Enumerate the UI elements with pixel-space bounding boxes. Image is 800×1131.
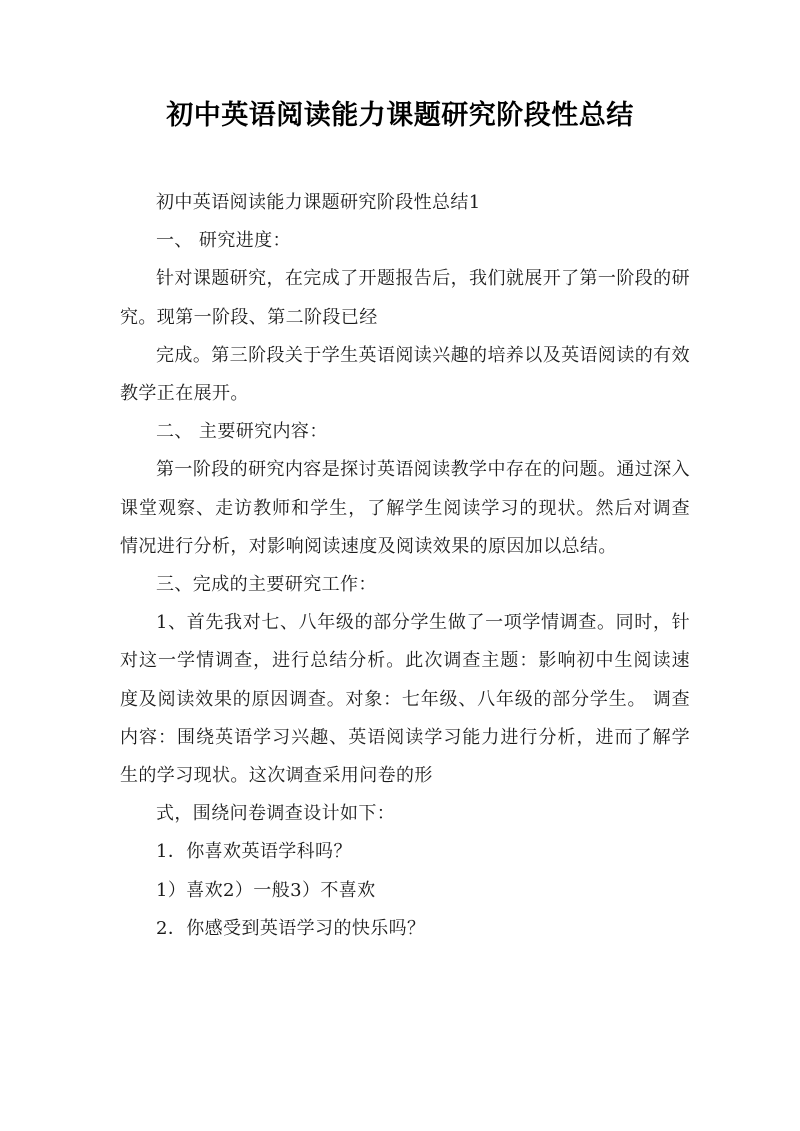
survey-question-1: 1．你喜欢英语学科吗？ xyxy=(156,841,352,863)
paragraph-work-survey-continued: 式，围绕问卷调查设计如下： xyxy=(156,803,396,825)
section-heading-content: 二、 主要研究内容： xyxy=(156,421,328,443)
paragraph-progress-continued: 完成。第三阶段关于学生英语阅读兴趣的培养以及英语阅读的有效教学正在展开。 xyxy=(120,344,690,405)
paragraph-content: 第一阶段的研究内容是探讨英语阅读教学中存在的问题。通过深入课堂观察、走访教师和学生，了解学生阅读学习的现状。然后对调查情况进行分析，对影响阅读速度及阅读效果的原因加以总结。 xyxy=(120,459,690,557)
document-title: 初中英语阅读能力课题研究阶段性总结 xyxy=(166,100,634,131)
paragraph-progress: 针对课题研究，在完成了开题报告后，我们就展开了第一阶段的研究。现第一阶段、第二阶段已经 xyxy=(120,268,690,328)
section-heading-work: 三、完成的主要研究工作： xyxy=(156,574,377,596)
survey-options-1: 1）喜欢2）一般3）不喜欢 xyxy=(156,879,376,901)
paragraph-work-survey: 1、首先我对七、八年级的部分学生做了一项学情调查。同时，针对这一学情调查，进行总结分析。此次调查主题：影响初中生阅读速度及阅读效果的原因调查。对象：七年级、八年级的部分学生。 调查内容：围绕英语学习兴趣、英语阅读学习能力进行分析，进而了解学生的学习现状。这次调查采用问卷的形 xyxy=(120,612,690,787)
survey-question-2: 2．你感受到英语学习的快乐吗？ xyxy=(156,917,426,939)
document-body xyxy=(120,184,690,948)
section-subtitle: 初中英语阅读能力课题研究阶段性总结1 xyxy=(156,192,481,213)
section-heading-progress: 一、 研究进度： xyxy=(156,230,291,252)
